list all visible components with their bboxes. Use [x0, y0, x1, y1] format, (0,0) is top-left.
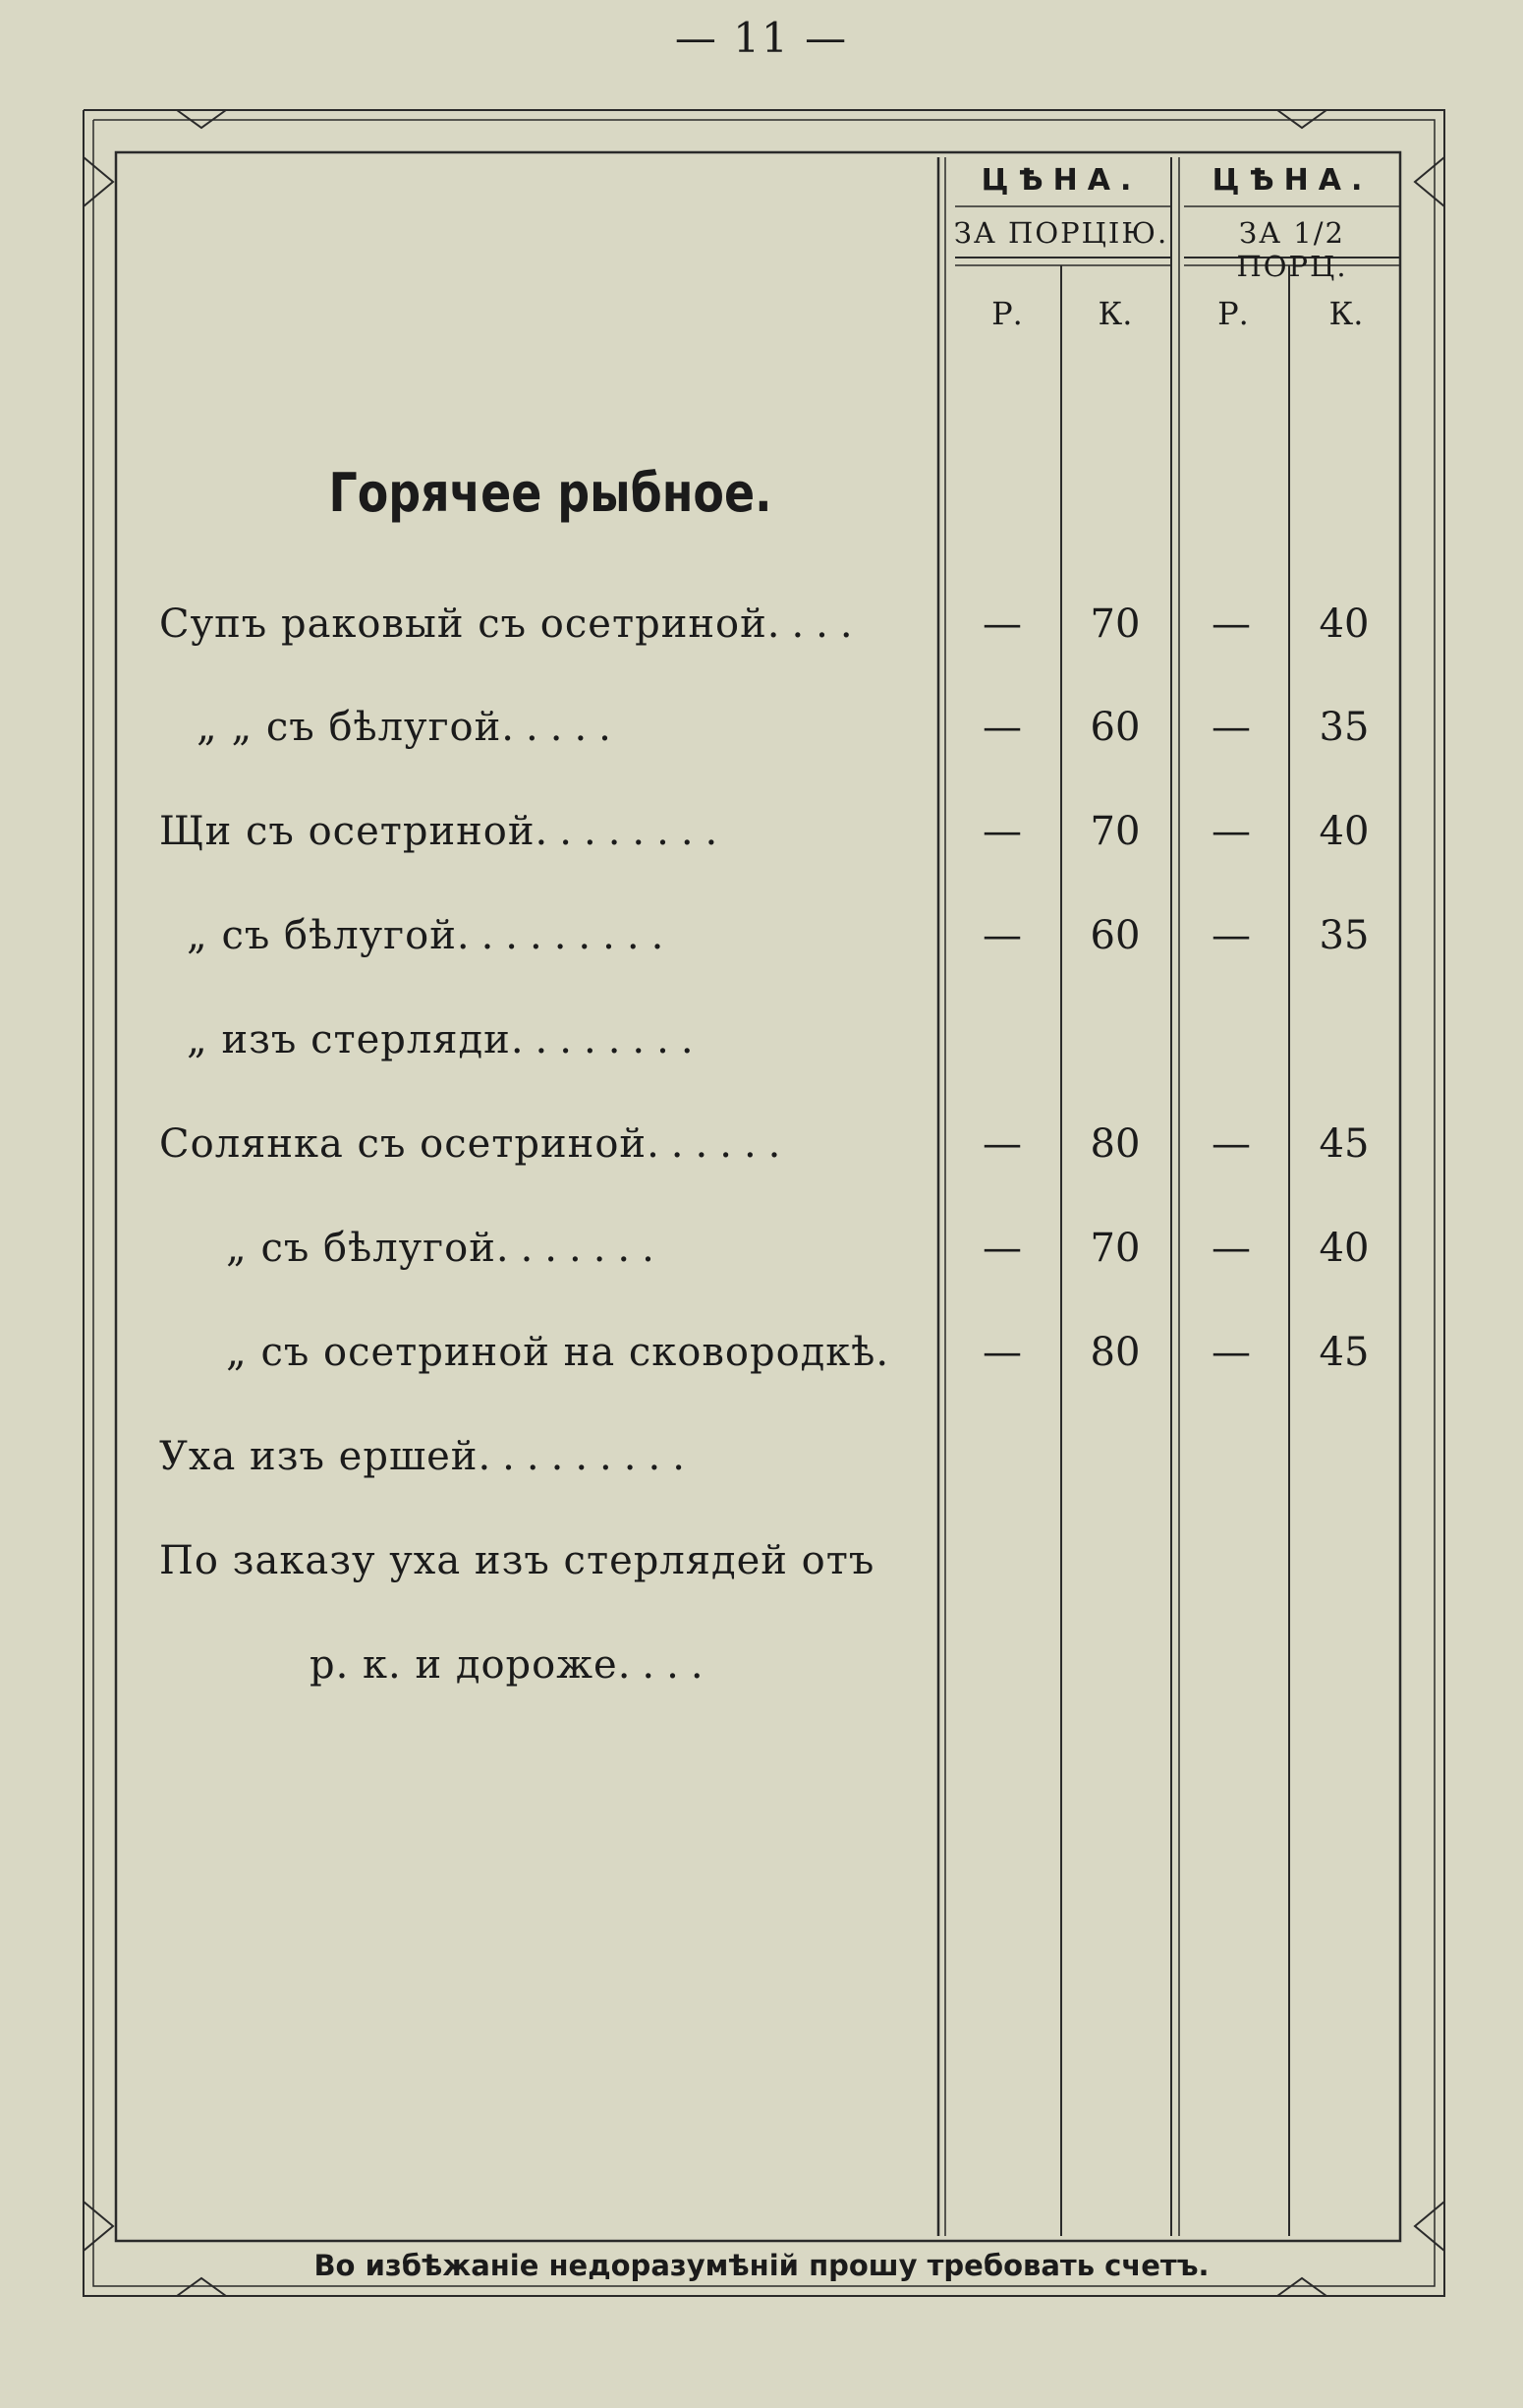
price-full-kop: 80 — [1090, 1330, 1141, 1375]
price-half-rub: — — [1212, 913, 1251, 958]
price-half-kop: 40 — [1319, 602, 1370, 647]
price-full-rub: — — [983, 602, 1022, 647]
menu-item: „ съ бѣлугой......... — [187, 913, 676, 958]
price-half-subheader: ЗА 1/2 ПОРЦ. — [1236, 216, 1348, 283]
price-half-rub: — — [1212, 1121, 1251, 1167]
menu-item: „ съ бѣлугой....... — [226, 1226, 666, 1271]
price-half-kop: 45 — [1319, 1330, 1370, 1375]
price-full-kop: 80 — [1090, 1121, 1141, 1167]
price-half-kop: 40 — [1319, 1226, 1370, 1271]
price-full-rub: — — [983, 913, 1022, 958]
price-full-rub: — — [983, 809, 1022, 854]
menu-item: Уха изъ ершей......... — [159, 1434, 697, 1479]
price-full-kop: 60 — [1090, 913, 1141, 958]
price-half-rub: — — [1212, 705, 1251, 750]
price-half-rub: — — [1212, 1330, 1251, 1375]
price-full-rub: — — [983, 705, 1022, 750]
menu-item: „ изъ стерляди........ — [187, 1017, 705, 1062]
price-half-kop: 35 — [1319, 705, 1370, 750]
page-number: — 11 — — [674, 14, 849, 62]
price-full-header: ЦѢНА. — [981, 163, 1142, 198]
menu-item: Супъ раковый съ осетриной.... — [159, 602, 865, 647]
menu-item: „ „ съ бѣлугой..... — [197, 705, 623, 750]
rub-label: Р. — [991, 295, 1023, 332]
price-full-rub: — — [983, 1226, 1022, 1271]
footer-note: Во избѣжаніе недоразумѣній прошу требовать счетъ. — [313, 2249, 1210, 2282]
price-half-kop: 40 — [1319, 809, 1370, 854]
price-half-rub: — — [1212, 602, 1251, 647]
price-full-rub: — — [983, 1121, 1022, 1167]
price-full-subheader: ЗА ПОРЦІЮ. — [953, 216, 1169, 250]
price-half-rub: — — [1212, 1226, 1251, 1271]
rub-label: Р. — [1217, 295, 1249, 332]
menu-item: „ съ осетриной на сковородкѣ. — [226, 1330, 901, 1375]
menu-item: Солянка съ осетриной...... — [159, 1121, 793, 1167]
menu-item: р. к. и дороже.... — [310, 1642, 715, 1688]
price-full-kop: 70 — [1090, 1226, 1141, 1271]
price-full-rub: — — [983, 1330, 1022, 1375]
menu-item: По заказу уха изъ стерлядей отъ — [159, 1538, 875, 1583]
price-half-rub: — — [1212, 809, 1251, 854]
price-full-kop: 70 — [1090, 602, 1141, 647]
menu-item: Щи съ осетриной........ — [159, 809, 730, 854]
kop-label: К. — [1098, 295, 1133, 332]
price-half-header: ЦѢНА. — [1212, 163, 1373, 198]
price-half-kop: 45 — [1319, 1121, 1370, 1167]
price-full-kop: 70 — [1090, 809, 1141, 854]
section-title: Горячее рыбное. — [328, 462, 772, 524]
kop-label: К. — [1328, 295, 1364, 332]
price-full-kop: 60 — [1090, 705, 1141, 750]
price-half-kop: 35 — [1319, 913, 1370, 958]
